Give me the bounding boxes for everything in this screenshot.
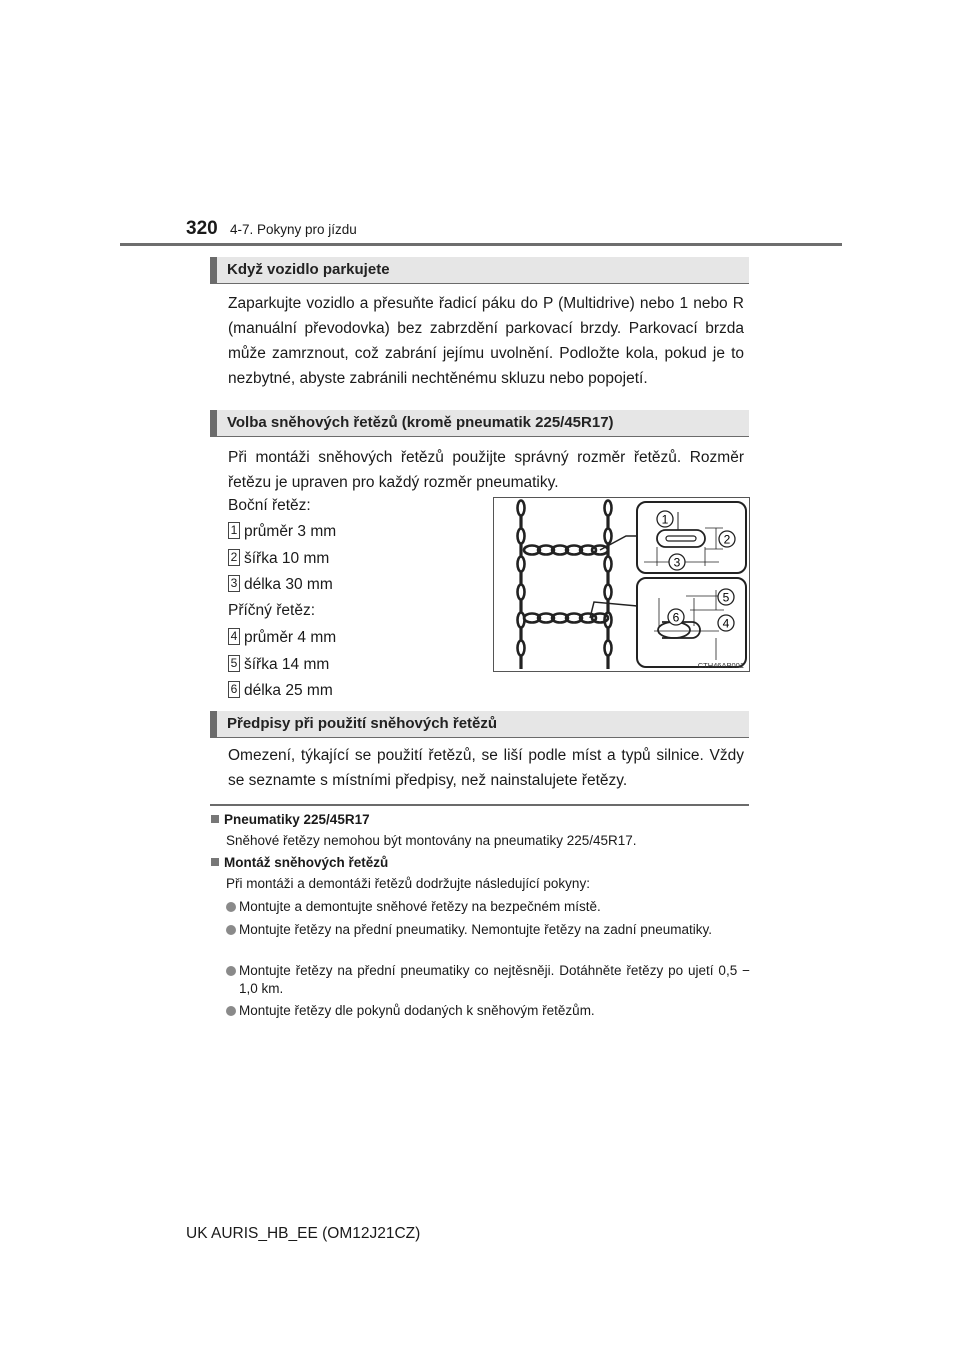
svg-text:2: 2 — [723, 532, 731, 547]
spec-item — [228, 628, 336, 648]
note-intro-mounting: Při montáži a demontáži řetězů dodržujte následující pokyny: — [226, 876, 590, 891]
section-title: Předpisy při použití sněhových řetězů — [227, 715, 498, 732]
chains-paragraph: Při montáži sněhových řetězů použijte správný rozměr řetězů. Rozměr řetězu je upraven pro každý rozměr pneumatiky. — [228, 449, 744, 491]
svg-text:6: 6 — [672, 610, 680, 625]
upper-cross-chain — [524, 546, 608, 555]
spec-value: průměr 3 mm — [244, 523, 337, 540]
section-heading-chains — [210, 410, 749, 437]
spec-item — [228, 549, 329, 569]
spec-value: šířka 10 mm — [244, 550, 330, 567]
note-heading-tires: Pneumatiky 225/45R17 — [211, 812, 370, 827]
snow-chain-illustration — [493, 497, 750, 672]
bullet-icon — [226, 902, 236, 912]
square-bullet-icon — [211, 815, 219, 823]
figure-code: CTH46AP001 — [697, 661, 744, 670]
note-heading-mounting: Montáž sněhových řetězů — [211, 855, 388, 870]
item-number-box: 6 — [228, 681, 240, 698]
spec-value: délka 25 mm — [244, 682, 333, 699]
square-bullet-icon — [211, 858, 219, 866]
item-number-box: 5 — [228, 655, 240, 672]
list-item: Montujte a demontujte sněhové řetězy na bezpečném místě. — [226, 898, 750, 916]
svg-text:4: 4 — [722, 616, 730, 631]
item-number-box: 2 — [228, 549, 240, 566]
lower-cross-chain — [524, 614, 608, 623]
spec-item — [228, 655, 329, 675]
chapter-title: 4-7. Pokyny pro jízdu — [230, 222, 357, 237]
item-number-box: 1 — [228, 522, 240, 539]
svg-text:3: 3 — [673, 555, 681, 570]
svg-text:1: 1 — [661, 512, 669, 527]
right-side-chain — [605, 501, 612, 670]
section-title: Když vozidlo parkujete — [227, 261, 390, 278]
spec-value: délka 30 mm — [244, 576, 333, 593]
spec-item — [228, 522, 336, 542]
callout-5 — [718, 589, 734, 605]
bullet-icon — [226, 966, 236, 976]
side-chain-label: Boční řetěz: — [228, 497, 311, 514]
cross-chain-label: Příčný řetěz: — [228, 602, 315, 619]
bullet-icon — [226, 1006, 236, 1016]
page-number: 320 — [186, 218, 218, 239]
regulations-paragraph: Omezení, týkající se použití řetězů, se liší podle míst a typů silnice. Vždy se seznamte s místními předpisy, než nainstalujete řetězy. — [228, 747, 744, 789]
callout-4 — [718, 615, 734, 631]
callout-1 — [657, 511, 673, 527]
section-heading-regulations — [210, 711, 749, 738]
notes-divider — [210, 804, 749, 806]
list-item: Montujte řetězy na přední pneumatiky. Nemontujte řetězy na zadní pneumatiky. — [226, 921, 750, 939]
left-side-chain — [518, 501, 525, 670]
list-item: Montujte řetězy na přední pneumatiky co nejtěsněji. Dotáhněte řetězy po ujetí 0,5 − 1,0 km. — [226, 962, 750, 998]
spec-item — [228, 681, 333, 701]
spec-value: šířka 14 mm — [244, 656, 330, 673]
header-divider — [120, 243, 842, 246]
chain-diagram — [494, 498, 749, 671]
bullet-icon — [226, 925, 236, 935]
item-number-box: 3 — [228, 575, 240, 592]
parking-paragraph: Zaparkujte vozidlo a přesuňte řadicí páku do P (Multidrive) nebo 1 nebo R (manuální převodovka) bez zabrzdění parkovací brzdy. Parkovací brzda může zamrznout, což zabrání jejímu uvolnění. Podložte kola, pokud je to nezbytné, abyste zabránili nechtěnému skluzu nebo popojetí. — [228, 295, 744, 387]
note-text-tires: Sněhové řetězy nemohou být montovány na pneumatiky 225/45R17. — [226, 833, 637, 848]
section-title: Volba sněhových řetězů (kromě pneumatik 225/45R17) — [227, 414, 614, 431]
callout-3 — [669, 554, 685, 570]
spec-item — [228, 575, 333, 595]
footer-model: UK AURIS_HB_EE (OM12J21CZ) — [186, 1225, 421, 1242]
svg-text:5: 5 — [722, 590, 730, 605]
item-number-box: 4 — [228, 628, 240, 645]
callout-6 — [668, 609, 684, 625]
list-item: Montujte řetězy dle pokynů dodaných k sněhovým řetězům. — [226, 1002, 750, 1020]
callout-2 — [719, 531, 735, 547]
spec-value: průměr 4 mm — [244, 629, 337, 646]
section-heading-parking — [210, 257, 749, 284]
